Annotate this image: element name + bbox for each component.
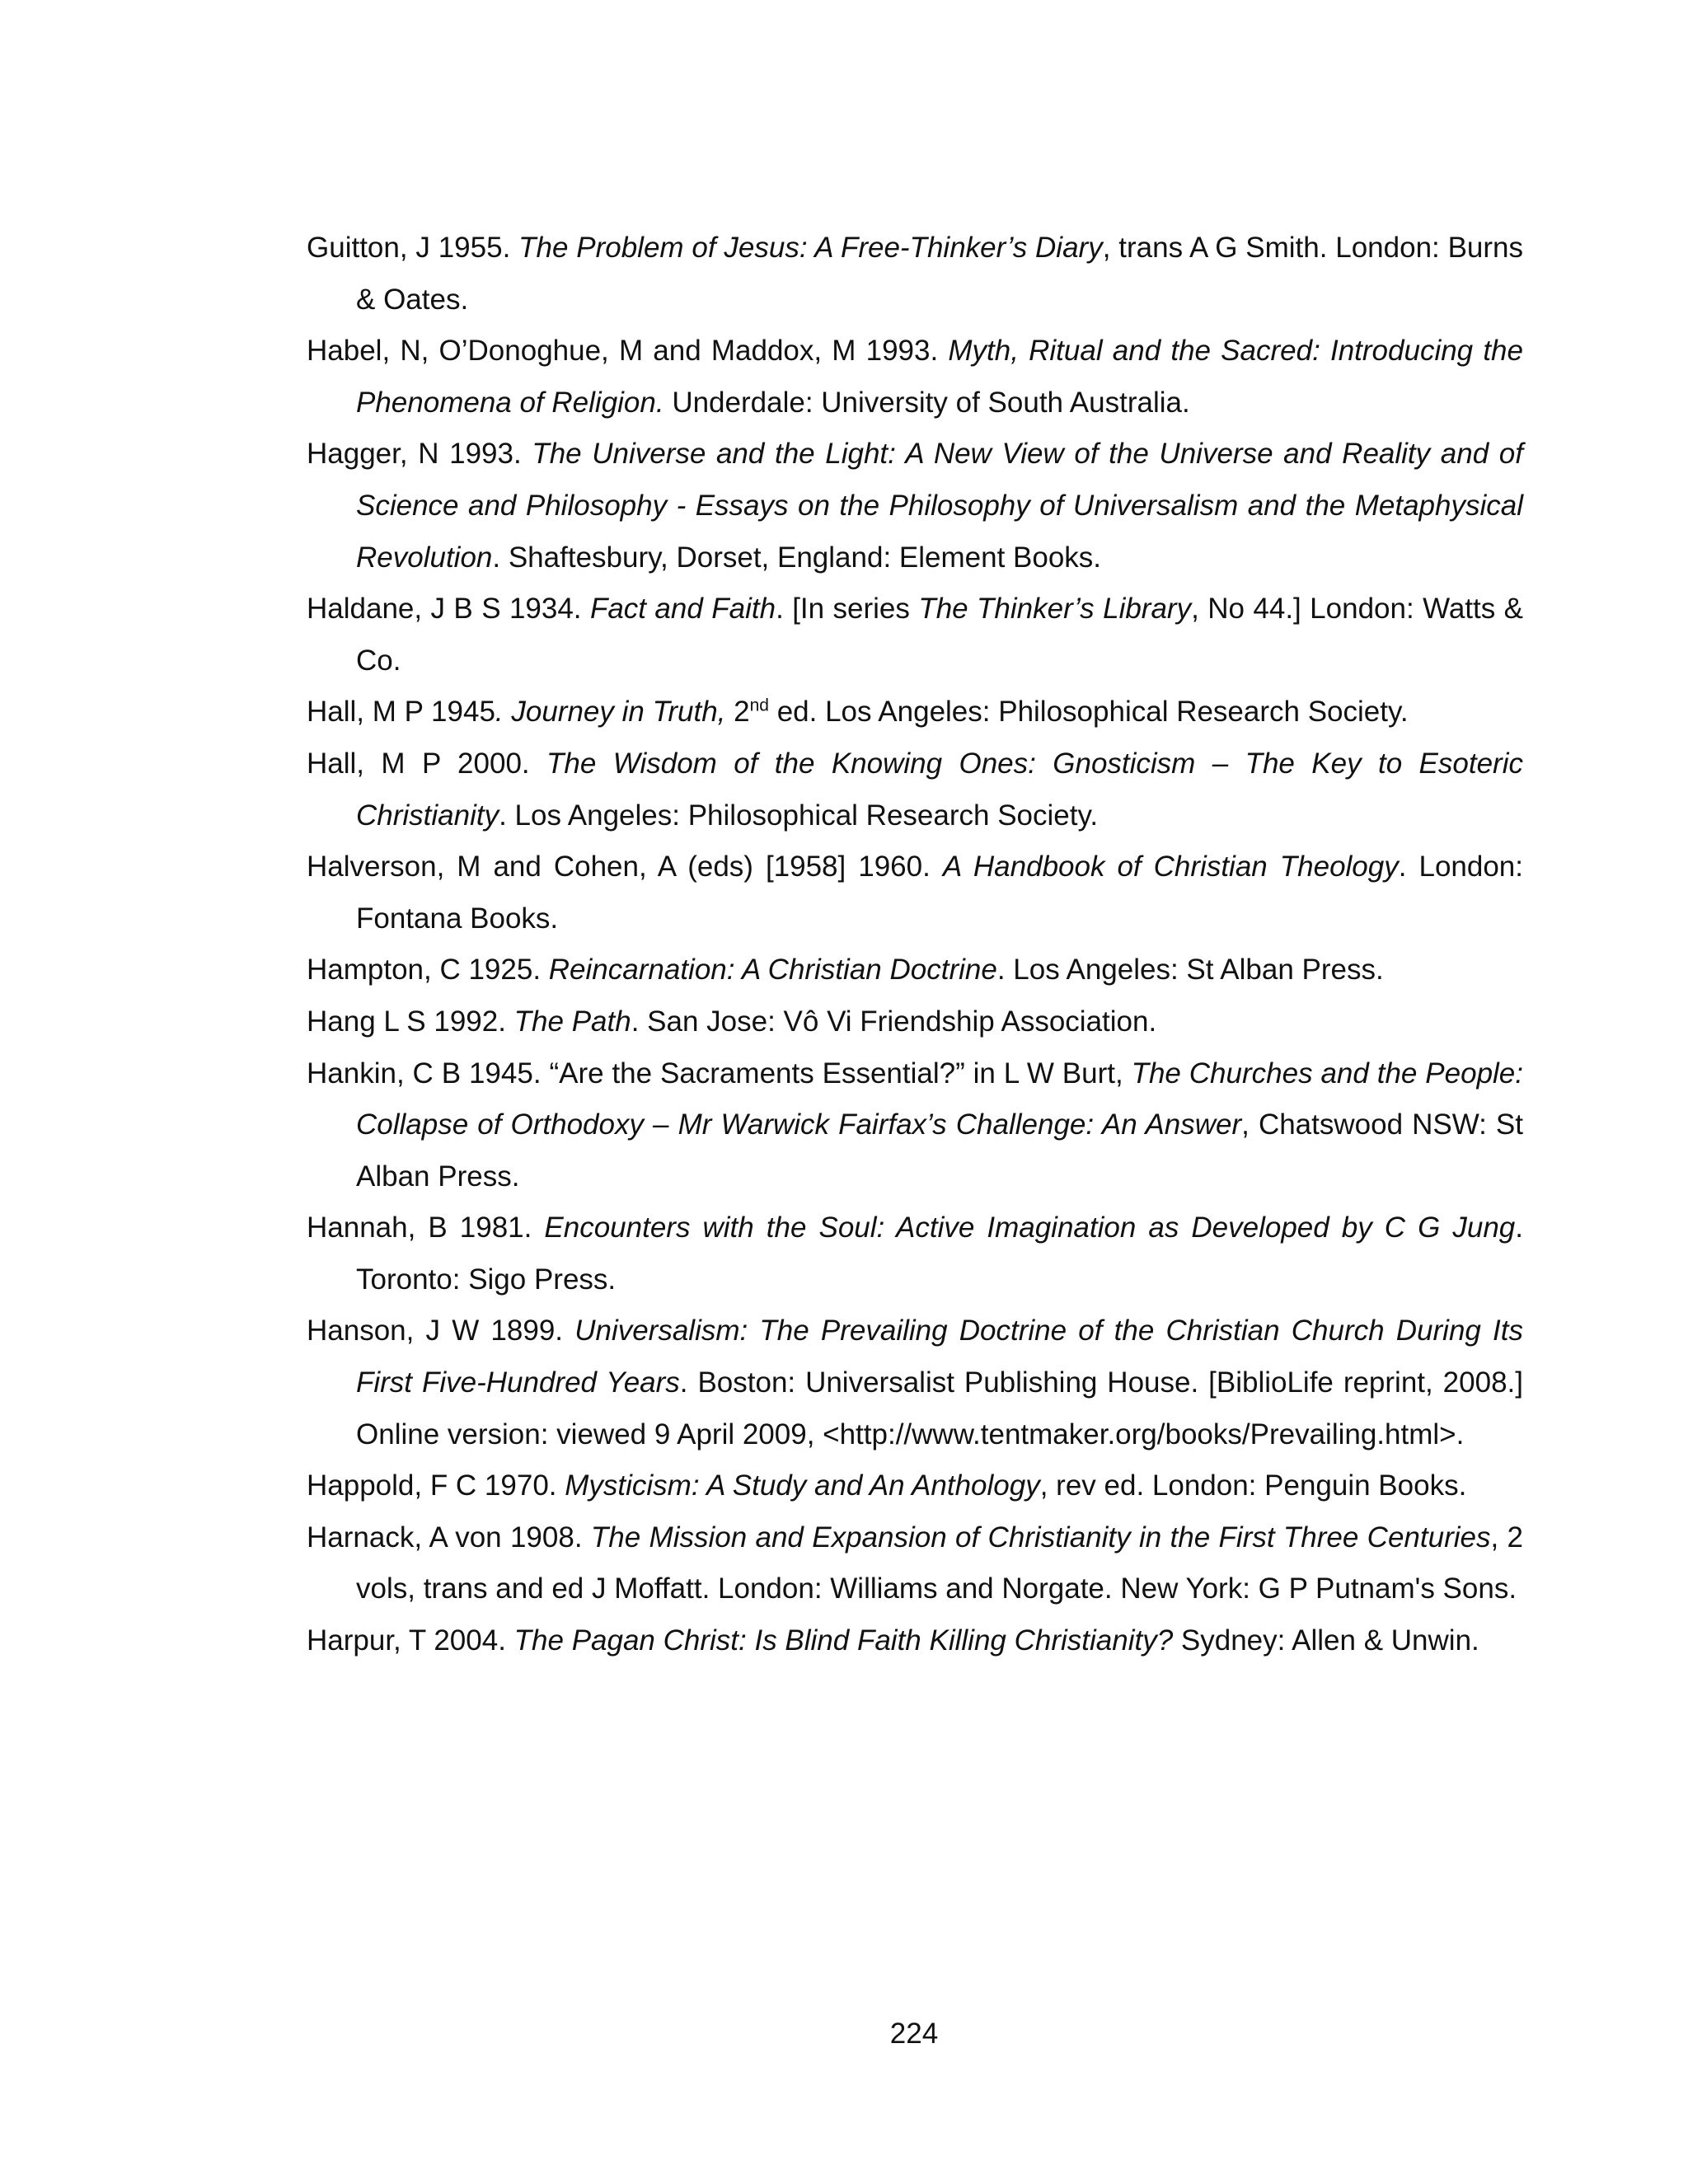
bibliography-entry: Hannah, B 1981. Encounters with the Soul: Active Imagination as Developed by C G Jung. Toronto: Sigo Press. — [307, 1212, 1523, 1296]
bibliography-entry: Hankin, C B 1945. “Are the Sacraments Essential?” in L W Burt, The Churches and the People: Collapse of Orthodoxy – Mr Warwick Fairfax’s Challenge: An Answer, Chatswood NSW: St Alban Press. — [307, 1057, 1523, 1193]
page-number: 224 — [889, 2018, 939, 2050]
bibliography-entry: Harnack, A von 1908. The Mission and Expansion of Christianity in the First Three Centuries, 2 vols, trans and ed J Moffatt. London: Williams and Norgate. New York: G P Putnam's Sons. — [307, 1521, 1523, 1605]
bibliography-entry: Hang L S 1992. The Path. San Jose: Vô Vi Friendship Association. — [307, 1005, 1157, 1038]
bibliography-entry: Harpur, T 2004. The Pagan Christ: Is Blind Faith Killing Christianity? Sydney: Allen & Unwin. — [307, 1624, 1479, 1657]
bibliography-entry: Hampton, C 1925. Reincarnation: A Christian Doctrine. Los Angeles: St Alban Press. — [307, 954, 1384, 987]
bibliography-entry: Haldane, J B S 1934. Fact and Faith. [In series The Thinker’s Library, No 44.] London: Watts & Co. — [307, 593, 1524, 677]
bibliography-list — [307, 223, 1523, 1667]
bibliography-entry: Hall, M P 1945. Journey in Truth, 2nd ed. Los Angeles: Philosophical Research Society. — [307, 696, 1409, 729]
bibliography-entry: Halverson, M and Cohen, A (eds) [1958] 1960. A Handbook of Christian Theology. London: Fontana Books. — [307, 851, 1523, 935]
bibliography-entry: Happold, F C 1970. Mysticism: A Study and An Anthology, rev ed. London: Penguin Books. — [307, 1469, 1467, 1502]
bibliography-entry: Guitton, J 1955. The Problem of Jesus: A Free-Thinker’s Diary, trans A G Smith. London: Burns & Oates. — [307, 232, 1524, 316]
bibliography-entry: Habel, N, O’Donoghue, M and Maddox, M 1993. Myth, Ritual and the Sacred: Introducing the Phenomena of Religion. Underdale: University of South Australia. — [307, 335, 1523, 419]
bibliography-entry: Hagger, N 1993. The Universe and the Light: A New View of the Universe and Reality and of Science and Philosophy - Essays on the Philosophy of Universalism and the Metaphysical Revolution. Shaftesbury, Dorset, England: Element Books. — [307, 438, 1523, 574]
bibliography-entry: Hall, M P 2000. The Wisdom of the Knowing Ones: Gnosticism – The Key to Esoteric Christianity. Los Angeles: Philosophical Research Society. — [307, 747, 1523, 832]
bibliography-entry: Hanson, J W 1899. Universalism: The Prevailing Doctrine of the Christian Church During Its First Five-Hundred Years. Boston: Universalist Publishing House. [BiblioLife reprint, 2008.] Online version: viewed 9 April 2009, <http://www.tentmaker.org/books/Prevailing.html>. — [307, 1315, 1523, 1451]
